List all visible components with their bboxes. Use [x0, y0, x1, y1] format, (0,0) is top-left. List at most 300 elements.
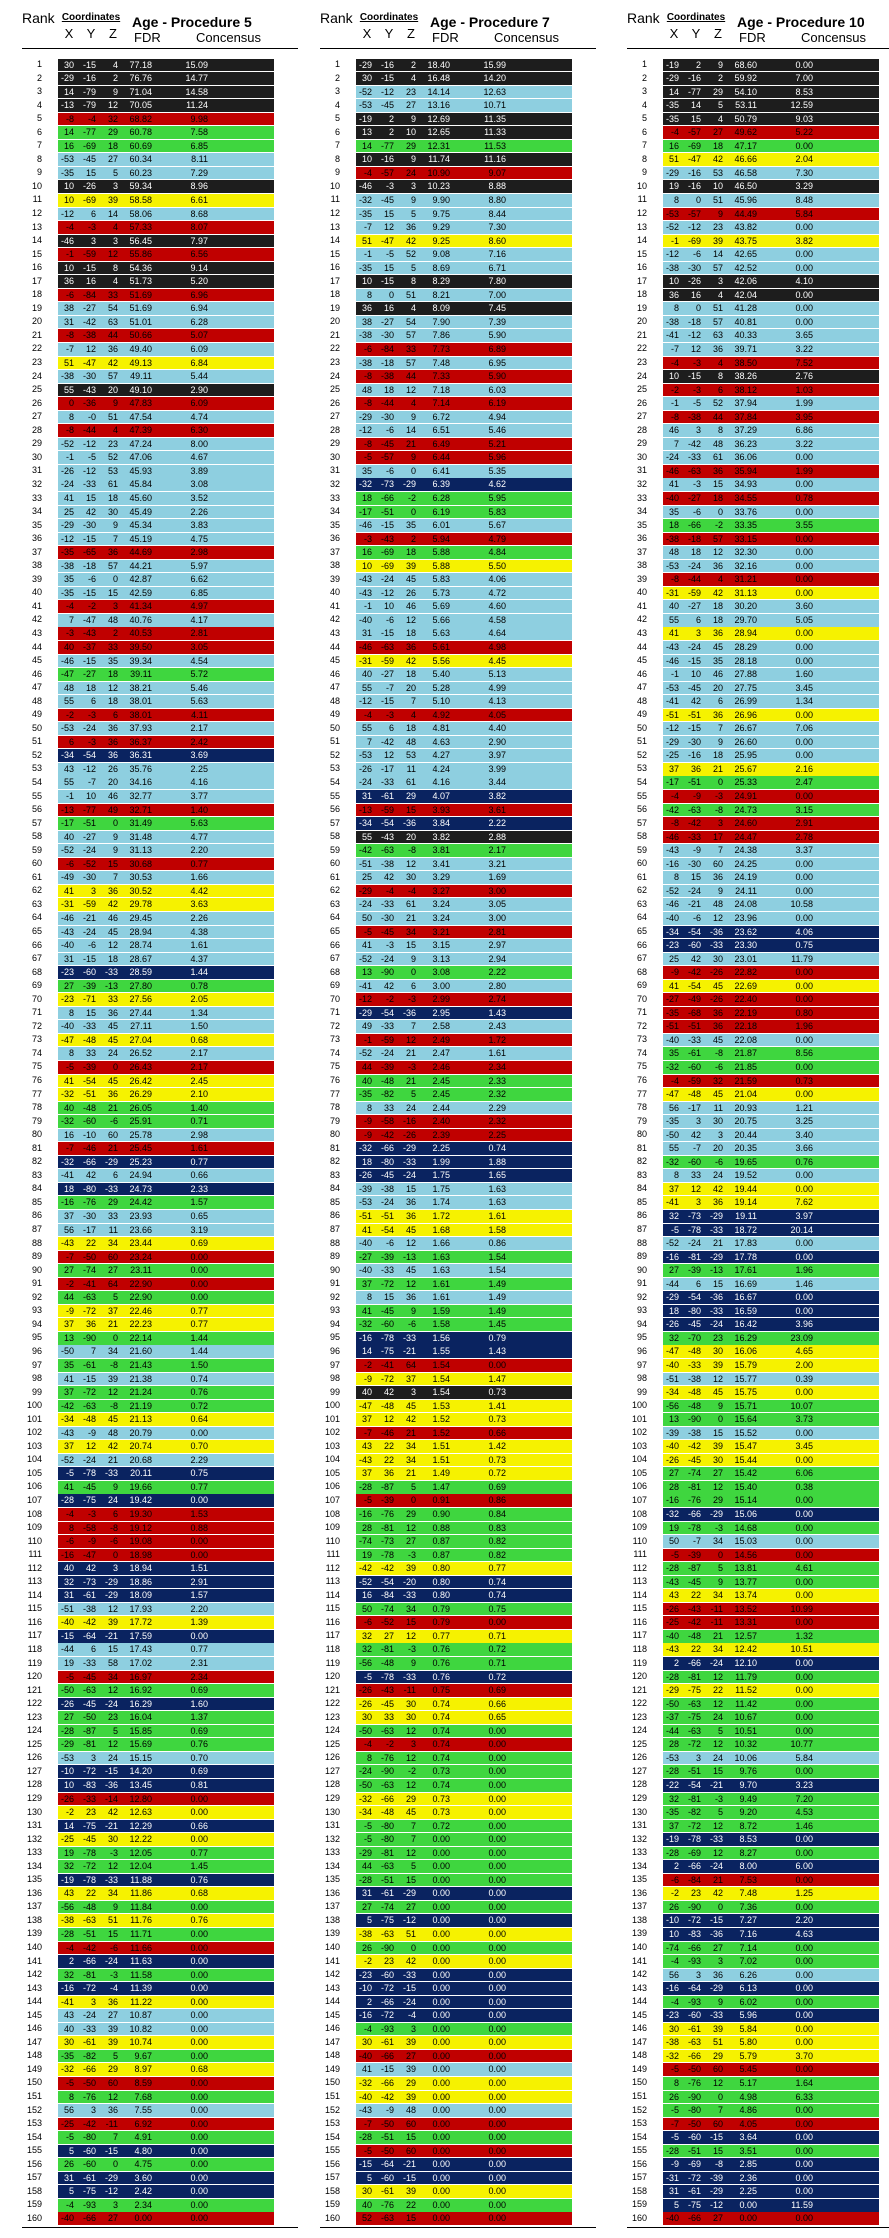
rank-cell: 18 — [329, 289, 340, 300]
value-band — [58, 2185, 274, 2198]
rank-cell: 78 — [31, 1102, 42, 1113]
rank-cell: 59 — [636, 844, 647, 855]
rank-cell: 31 — [636, 465, 647, 476]
consensus-cell: 1.03 — [795, 384, 813, 395]
y-cell: -42 — [687, 1441, 701, 1452]
z-cell: -13 — [709, 1265, 723, 1276]
consensus-cell: 8.88 — [488, 181, 506, 192]
rank-cell: 123 — [631, 1711, 647, 1722]
consensus-cell: 0.86 — [488, 1238, 506, 1249]
fdr-cell: 2.85 — [739, 2159, 757, 2170]
y-cell: 42 — [85, 1563, 96, 1574]
value-band — [58, 1007, 274, 1020]
z-cell: 57 — [107, 560, 118, 571]
consensus-cell: 5.07 — [190, 330, 208, 341]
table-row — [22, 2198, 292, 2212]
consensus-cell: 0.69 — [190, 1725, 208, 1736]
z-cell: 4 — [112, 222, 118, 233]
value-band — [58, 153, 274, 166]
value-band — [356, 1657, 572, 1670]
rank-cell: 160 — [631, 2212, 647, 2223]
x-cell: -23 — [665, 2010, 679, 2021]
consensus-cell: 0.00 — [190, 2172, 208, 2183]
y-cell: -6 — [385, 425, 394, 436]
rank-cell: 82 — [636, 1156, 647, 1167]
table-row — [22, 2036, 292, 2050]
z-cell: 3 — [717, 1129, 723, 1140]
fdr-cell: 0.00 — [432, 1956, 450, 1967]
table-row — [627, 288, 889, 302]
value-band — [58, 1738, 274, 1751]
z-cell: 29 — [107, 2064, 118, 2075]
consensus-cell: 0.00 — [795, 1874, 813, 1885]
value-band — [58, 1549, 274, 1562]
x-cell: -53 — [358, 750, 372, 761]
x-cell: -25 — [665, 750, 679, 761]
x-cell: 8 — [366, 1102, 372, 1113]
table-row — [22, 1657, 292, 1671]
value-band — [58, 2172, 274, 2185]
rank-cell: 148 — [631, 2050, 647, 2061]
fdr-cell: 0.00 — [432, 1928, 450, 1939]
z-cell: 8 — [410, 276, 416, 287]
z-cell: -24 — [709, 1319, 723, 1330]
y-cell: -15 — [82, 59, 96, 70]
consensus-cell: 11.59 — [791, 2199, 813, 2210]
z-cell: 7 — [112, 872, 118, 883]
y-cell: -90 — [687, 1414, 701, 1425]
table-row — [627, 600, 889, 614]
y-cell: -74 — [380, 1901, 394, 1912]
rank-cell: 152 — [26, 2104, 42, 2115]
rank-cell: 138 — [631, 1914, 647, 1925]
value-band — [58, 1684, 274, 1697]
table-row — [320, 1508, 590, 1522]
consensus-cell: 6.94 — [190, 303, 208, 314]
consensus-cell: 0.00 — [190, 2105, 208, 2116]
z-cell: 4 — [410, 398, 416, 409]
table-row — [22, 2076, 292, 2090]
consensus-cell: 1.39 — [190, 1617, 208, 1628]
table-row — [627, 2185, 889, 2199]
value-band — [58, 1603, 274, 1616]
fdr-cell: 43.82 — [734, 222, 757, 233]
consensus-cell: 0.00 — [795, 1387, 813, 1398]
table-row — [22, 1304, 292, 1318]
x-cell: 31 — [361, 628, 372, 639]
x-cell: -40 — [358, 2050, 372, 2061]
z-cell: 48 — [712, 899, 723, 910]
value-band — [356, 289, 572, 302]
rank-cell: 53 — [31, 763, 42, 774]
fdr-cell: 0.00 — [432, 2213, 450, 2224]
table-row — [320, 2104, 590, 2118]
y-cell: -77 — [82, 127, 96, 138]
z-cell: 29 — [405, 2077, 416, 2088]
y-cell: 22 — [85, 1238, 96, 1249]
value-band — [58, 831, 274, 844]
y-cell: -82 — [380, 1089, 394, 1100]
consensus-cell: 10.58 — [790, 899, 813, 910]
y-cell: -16 — [687, 181, 701, 192]
fdr-cell: 28.74 — [129, 940, 152, 951]
fdr-cell: 11.79 — [735, 1671, 757, 1682]
z-cell: -12 — [709, 2199, 723, 2210]
consensus-cell: 0.69 — [190, 1238, 208, 1249]
y-cell: -30 — [380, 330, 394, 341]
z-cell: 34 — [405, 1454, 416, 1465]
z-cell: 3 — [717, 1956, 723, 1967]
value-band — [663, 1183, 879, 1196]
rank-cell: 12 — [329, 208, 340, 219]
value-band — [58, 1156, 274, 1169]
fdr-cell: 15.44 — [734, 1454, 757, 1465]
table-bottom-rule — [627, 2227, 889, 2228]
y-cell: -93 — [82, 2199, 96, 2210]
consensus-cell: 0.00 — [488, 1983, 506, 1994]
fdr-cell: 11.58 — [130, 1969, 152, 1980]
z-cell: 24 — [405, 1102, 416, 1113]
x-cell: 13 — [361, 967, 372, 978]
fdr-cell: 0.00 — [432, 1969, 450, 1980]
rank-cell: 111 — [28, 1549, 42, 1560]
rank-cell: 21 — [636, 329, 647, 340]
consensus-cell: 0.86 — [488, 1495, 506, 1506]
x-cell: -43 — [665, 845, 679, 856]
value-band — [58, 2036, 274, 2049]
value-band — [663, 1129, 879, 1142]
z-cell: -36 — [709, 926, 723, 937]
z-cell: 34 — [107, 1671, 118, 1682]
consensus-cell: 4.16 — [190, 777, 208, 788]
table-row — [627, 627, 889, 641]
rank-cell: 102 — [631, 1427, 647, 1438]
z-cell: 42 — [405, 1414, 416, 1425]
fdr-cell: 0.00 — [432, 2037, 450, 2048]
table-row — [627, 1182, 889, 1196]
fdr-cell: 5.80 — [739, 2037, 757, 2048]
value-band — [663, 953, 879, 966]
table-row — [320, 1318, 590, 1332]
x-cell: -12 — [358, 425, 372, 436]
table-row — [627, 329, 889, 343]
x-cell: -12 — [60, 208, 74, 219]
value-band — [356, 1630, 572, 1643]
x-cell: -17 — [60, 818, 74, 829]
fdr-cell: 37.93 — [129, 723, 152, 734]
z-cell: 11 — [108, 1224, 118, 1235]
y-cell: -47 — [687, 154, 701, 165]
value-band — [663, 1643, 879, 1656]
table-row — [320, 166, 590, 180]
rank-cell: 60 — [31, 858, 42, 869]
value-band — [663, 248, 879, 261]
x-cell: -50 — [665, 1129, 679, 1140]
z-cell: 45 — [405, 1224, 416, 1235]
fdr-cell: 24.47 — [734, 831, 757, 842]
x-cell: -47 — [665, 1089, 679, 1100]
z-cell: 2 — [112, 628, 118, 639]
x-cell: 8 — [68, 1007, 74, 1018]
table-row — [22, 1548, 292, 1562]
x-cell: -4 — [65, 222, 74, 233]
table-row — [22, 1819, 292, 1833]
z-cell: 2 — [717, 73, 723, 84]
rank-cell: 66 — [31, 939, 42, 950]
fdr-cell: 22.08 — [734, 1034, 757, 1045]
consensus-cell: 0.00 — [488, 1807, 506, 1818]
consensus-cell: 8.48 — [795, 194, 813, 205]
rank-cell: 11 — [330, 194, 340, 205]
table-row — [22, 519, 292, 533]
value-band — [663, 817, 879, 830]
value-band — [663, 573, 879, 586]
table-row — [320, 1277, 590, 1291]
fdr-cell: 20.44 — [734, 1129, 757, 1140]
value-band — [58, 59, 274, 72]
table-row — [22, 952, 292, 966]
consensus-cell: 0.00 — [795, 1454, 813, 1465]
y-cell: 12 — [690, 1183, 701, 1194]
value-band — [356, 1142, 572, 1155]
z-cell: 12 — [712, 1671, 723, 1682]
table-row — [627, 2104, 889, 2118]
value-band — [58, 804, 274, 817]
y-cell: -3 — [385, 940, 394, 951]
fdr-cell: 18.94 — [129, 1563, 152, 1574]
value-band — [356, 2212, 572, 2225]
fdr-cell: 0.74 — [432, 1779, 450, 1790]
rank-cell: 46 — [31, 668, 42, 679]
x-cell: 30 — [63, 59, 74, 70]
value-band — [58, 2063, 274, 2076]
rank-cell: 116 — [27, 1616, 42, 1627]
value-band — [58, 1075, 274, 1088]
fdr-cell: 16.48 — [427, 73, 450, 84]
table-row — [320, 966, 590, 980]
table-row — [320, 532, 590, 546]
z-cell: -29 — [709, 1983, 723, 1994]
x-cell: 56 — [63, 2105, 74, 2116]
fdr-cell: 10.74 — [129, 2037, 152, 2048]
fdr-cell: 38.01 — [129, 696, 152, 707]
table-row — [627, 1602, 889, 1616]
table-row — [627, 99, 889, 113]
value-band — [356, 953, 572, 966]
z-cell: 11 — [406, 763, 416, 774]
table-row — [627, 1589, 889, 1603]
z-cell: 9 — [112, 831, 118, 842]
z-cell: 5 — [717, 1725, 723, 1736]
consensus-cell: 3.61 — [488, 804, 506, 815]
rank-cell: 119 — [325, 1657, 340, 1668]
y-cell: -12 — [82, 438, 96, 449]
x-cell: -29 — [60, 1739, 74, 1750]
value-band — [356, 560, 572, 573]
z-cell: -12 — [402, 1915, 416, 1926]
rank-cell: 34 — [31, 506, 42, 517]
x-cell: -32 — [358, 1143, 372, 1154]
table-row — [22, 234, 292, 248]
fdr-cell: 51.73 — [129, 276, 152, 287]
fdr-cell: 47.17 — [734, 140, 757, 151]
rank-cell: 31 — [329, 465, 340, 476]
fdr-cell: 0.79 — [432, 1617, 450, 1628]
table-row — [22, 2009, 292, 2023]
consensus-cell: 8.80 — [488, 194, 506, 205]
fdr-cell: 1.54 — [432, 1373, 450, 1384]
fdr-cell: 22.69 — [734, 980, 757, 991]
y-cell: -63 — [82, 1915, 96, 1926]
value-band — [356, 1305, 572, 1318]
consensus-cell: 0.00 — [795, 1834, 813, 1845]
x-cell: 50 — [668, 1536, 679, 1547]
consensus-cell: 1.61 — [190, 1143, 208, 1154]
table-row — [627, 1128, 889, 1142]
y-cell: -44 — [687, 574, 701, 585]
y-cell: -75 — [82, 1820, 96, 1831]
table-row — [627, 817, 889, 831]
table-row — [320, 207, 590, 221]
value-band — [663, 885, 879, 898]
table-row — [22, 2063, 292, 2077]
x-cell: -26 — [358, 1170, 372, 1181]
rank-cell: 116 — [632, 1616, 647, 1627]
value-band — [58, 682, 274, 695]
rank-cell: 137 — [26, 1901, 42, 1912]
fdr-cell: 47.06 — [129, 452, 152, 463]
consensus-cell: 4.79 — [488, 533, 506, 544]
y-cell: -63 — [380, 642, 394, 653]
x-cell: 8 — [68, 411, 74, 422]
consensus-cell: 1.44 — [190, 1346, 208, 1357]
rank-cell: 93 — [636, 1305, 647, 1316]
rank-cell: 99 — [31, 1386, 42, 1397]
fdr-cell: 41.34 — [129, 601, 152, 612]
fdr-cell: 4.16 — [432, 777, 450, 788]
value-band — [58, 993, 274, 1006]
consensus-cell: 5.21 — [488, 438, 506, 449]
rank-cell: 35 — [636, 519, 647, 530]
consensus-cell: 0.00 — [488, 1888, 506, 1899]
fdr-cell: 36.37 — [129, 736, 152, 747]
rank-cell: 2 — [36, 72, 42, 83]
x-cell: -28 — [60, 1495, 74, 1506]
value-band — [356, 1969, 572, 1982]
z-cell: 29 — [712, 2050, 723, 2061]
z-cell: 3 — [717, 276, 723, 287]
value-band — [356, 1115, 572, 1128]
y-cell: -81 — [380, 1847, 394, 1858]
rank-cell: 121 — [324, 1684, 340, 1695]
fdr-cell: 55.86 — [129, 249, 152, 260]
x-cell: -40 — [665, 912, 679, 923]
consensus-cell: 3.69 — [190, 750, 208, 761]
value-band — [663, 546, 879, 559]
fdr-cell: 0.00 — [432, 2064, 450, 2075]
y-cell: -3 — [692, 479, 701, 490]
fdr-cell: 32.30 — [734, 547, 757, 558]
table-row — [22, 1318, 292, 1332]
value-band — [663, 790, 879, 803]
table-row — [22, 1250, 292, 1264]
xyz-header — [58, 26, 124, 41]
x-cell: -12 — [358, 994, 372, 1005]
y-cell: 10 — [85, 791, 96, 802]
rank-cell: 58 — [329, 831, 340, 842]
x-cell: 16 — [361, 1590, 372, 1601]
consensus-cell: 4.97 — [190, 601, 208, 612]
table-row — [320, 1521, 590, 1535]
y-cell: -73 — [380, 479, 394, 490]
value-band — [58, 1386, 274, 1399]
table-row — [320, 1697, 590, 1711]
fdr-cell: 11.42 — [735, 1698, 757, 1709]
z-cell: 18 — [405, 628, 416, 639]
consensus-cell: 1.96 — [795, 1265, 813, 1276]
rank-cell: 107 — [324, 1494, 340, 1505]
rank-cell: 110 — [325, 1535, 340, 1546]
value-band — [58, 194, 274, 207]
table-bottom-rule — [22, 2227, 298, 2228]
z-cell: 12 — [405, 1278, 416, 1289]
table-row — [22, 139, 292, 153]
consensus-cell: 0.00 — [795, 2172, 813, 2183]
y-cell: -15 — [82, 953, 96, 964]
x-cell: 31 — [63, 1590, 74, 1601]
rank-cell: 24 — [329, 370, 340, 381]
value-band — [356, 2036, 572, 2049]
consensus-cell: 0.66 — [488, 1698, 506, 1709]
consensus-cell: 1.57 — [190, 1590, 208, 1601]
table-row — [320, 492, 590, 506]
table-row — [320, 898, 590, 912]
x-cell: -24 — [358, 1766, 372, 1777]
fdr-cell: 3.29 — [432, 872, 450, 883]
z-cell: 30 — [405, 1698, 416, 1709]
value-band — [356, 1576, 572, 1589]
z-cell: 52 — [712, 398, 723, 409]
fdr-cell: 12.63 — [129, 1807, 152, 1818]
y-cell: -42 — [82, 1942, 96, 1953]
z-cell: 21 — [405, 912, 416, 923]
x-cell: 37 — [63, 1319, 74, 1330]
fdr-cell: 1.63 — [432, 1265, 450, 1276]
y-cell: 22 — [383, 1454, 394, 1465]
value-band — [663, 2036, 879, 2049]
value-band — [356, 180, 572, 193]
y-cell: -27 — [687, 601, 701, 612]
rank-cell: 37 — [329, 546, 340, 557]
value-band — [58, 709, 274, 722]
consensus-cell: 0.77 — [190, 1319, 208, 1330]
rank-cell: 93 — [329, 1305, 340, 1316]
consensus-cell: 1.34 — [795, 696, 813, 707]
consensus-cell: 0.00 — [488, 1942, 506, 1953]
z-cell: 36 — [712, 465, 723, 476]
y-cell: 23 — [383, 1956, 394, 1967]
fdr-cell: 37.84 — [734, 411, 757, 422]
table-row — [22, 166, 292, 180]
rank-cell: 16 — [636, 262, 647, 273]
x-cell: -26 — [60, 465, 74, 476]
z-cell: -33 — [402, 1156, 416, 1167]
consensus-cell: 4.65 — [795, 1346, 813, 1357]
table-row — [627, 2144, 889, 2158]
value-band — [58, 817, 274, 830]
x-cell: -5 — [670, 2105, 679, 2116]
x-cell: 30 — [361, 2037, 372, 2048]
